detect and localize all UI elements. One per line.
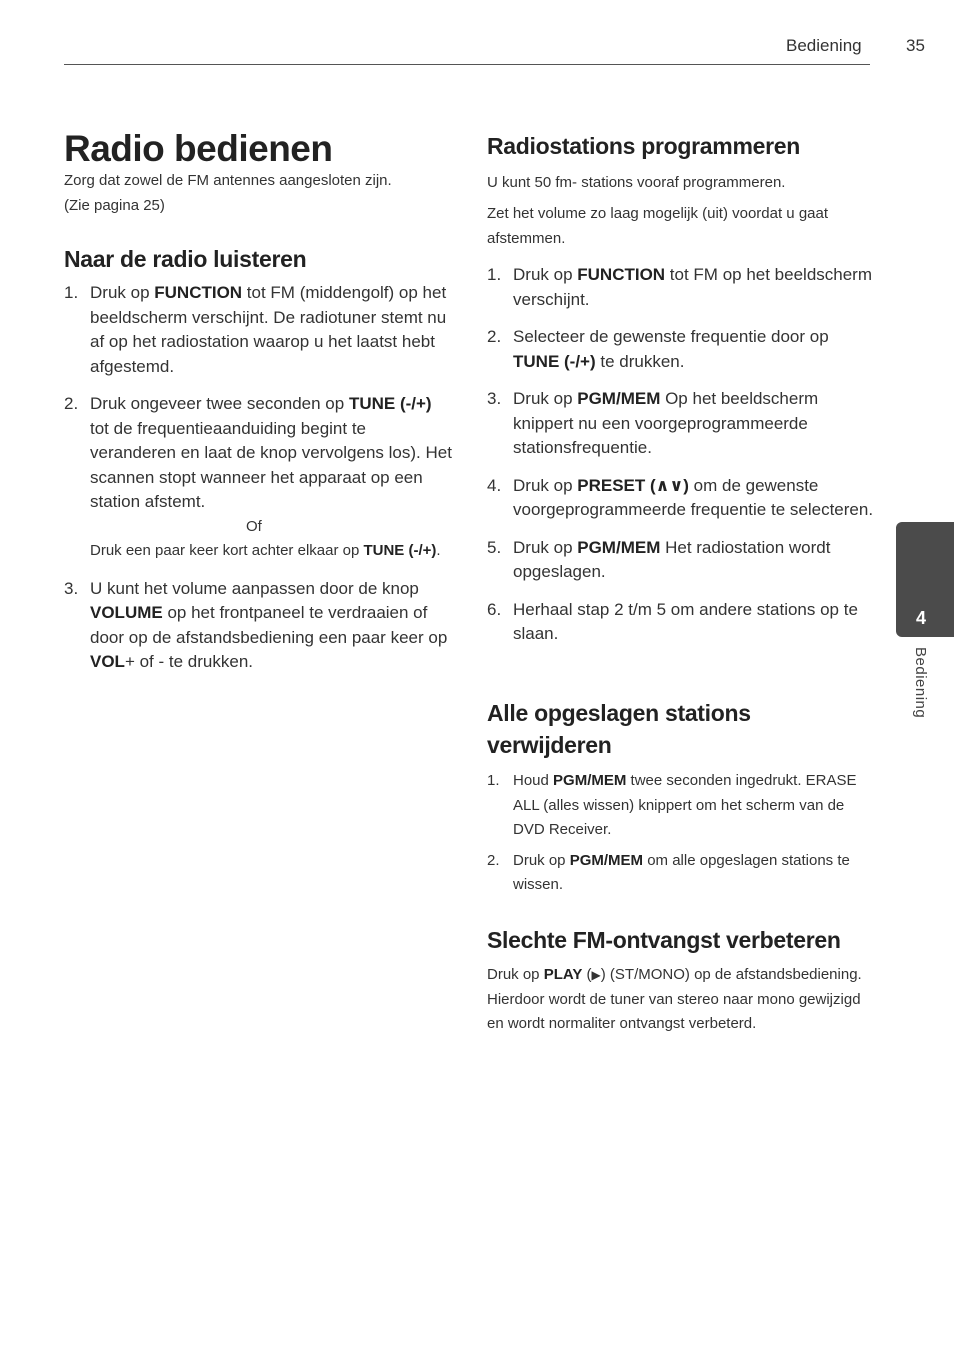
key-volume: VOLUME — [90, 603, 163, 622]
page-number: 35 — [906, 36, 925, 55]
step-number: 3. — [487, 389, 502, 408]
step-number: 2. — [487, 851, 500, 869]
list-item: 3. U kunt het volume aanpassen door de knop VOLUME op het frontpaneel te verdraaien of door op de afstandsbediening een paar keer op VOL+ of - te drukken. — [64, 578, 448, 671]
step-number: 3. — [64, 578, 79, 598]
step-number: 2. — [487, 327, 502, 346]
list-item: 2. Selecteer de gewenste frequentie door op TUNE (-/+) te drukken. — [487, 327, 829, 371]
key-preset: PRESET (∧∨) — [577, 475, 689, 495]
list-item: 1. Druk op FUNCTION tot FM (middengolf) op het beeldscherm verschijnt. De radiotuner stemt nu af op het radiostation waarop u het laatst hebt afgestemd. — [64, 283, 447, 376]
heading-delete: Alle opgeslagen stations verwijderen — [487, 700, 751, 758]
step-number: 1. — [487, 265, 502, 284]
list-item: 2. Druk ongeveer twee seconden op TUNE (-/+) tot de frequentieaanduiding begint te veranderen en laat de knop vervolgens los). Het scannen stopt wanneer het apparaat op een station afstemt. Of Druk een paar keer kort achter elkaar op TUNE (-/+). — [64, 392, 452, 564]
key-tune: TUNE (-/+) — [513, 351, 596, 371]
intro-line-2: (Zie pagina 25) — [64, 196, 165, 214]
step-number: 4. — [487, 475, 502, 495]
heading-program: Radiostations programmeren — [487, 133, 800, 159]
list-item: 2. Druk op PGM/MEM om alle opgeslagen stations te wissen. — [487, 849, 875, 898]
key-play: PLAY — [543, 966, 583, 983]
list-item: 4. Druk op PRESET (∧∨) om de gewenste voorgeprogrammeerde frequentie te selecteren. — [487, 475, 874, 519]
list-item: 1. Houd PGM/MEM twee seconden ingedrukt. ERASE ALL (alles wissen) knippert om het scherm van de DVD Receiver. — [487, 769, 875, 843]
intro-text — [64, 169, 452, 218]
step-number: 2. — [64, 394, 79, 413]
program-steps — [487, 263, 875, 647]
heading-listen: Naar de radio luisteren — [64, 246, 307, 272]
step-number: 1. — [64, 283, 79, 302]
key-vol: VOL — [90, 652, 125, 671]
program-note-1: U kunt 50 fm- stations vooraf programmeren. — [487, 174, 786, 191]
or-separator: Of — [246, 517, 262, 535]
step-number: 1. — [487, 772, 500, 789]
list-item: 6. Herhaal stap 2 t/m 5 om andere stations op te slaan. — [487, 599, 858, 643]
key-pgm-mem: PGM/MEM — [569, 851, 644, 869]
key-pgm-mem: PGM/MEM — [577, 537, 661, 557]
page-title: Radio bedienen — [64, 128, 333, 169]
key-tune: TUNE (-/+) — [348, 394, 432, 413]
key-pgm-mem: PGM/MEM — [577, 389, 661, 408]
heading-improve: Slechte FM-ontvangst verbeteren — [487, 927, 841, 953]
key-function: FUNCTION — [154, 283, 243, 302]
key-tune: TUNE (-/+) — [363, 542, 437, 559]
chapter-number: 4 — [915, 608, 926, 628]
listen-steps — [64, 281, 452, 675]
list-item: 5. Druk op PGM/MEM Het radiostation wordt opgeslagen. — [487, 537, 831, 581]
list-item: 1. Druk op FUNCTION tot FM op het beeldscherm verschijnt. — [487, 265, 873, 309]
improve-text: Druk op PLAY (▶) (ST/MONO) op de afstandsbediening. Hierdoor wordt de tuner van stereo naar mono gewijzigd en wordt normaliter ontvangst verbeterd. — [487, 966, 862, 1032]
program-note-2: Zet het volume zo laag mogelijk (uit) voordat u gaat afstemmen. — [487, 205, 829, 247]
alternative-instruction: Druk een paar keer kort achter elkaar op TUNE (-/+). — [90, 542, 441, 559]
running-header-section: Bediening — [786, 36, 862, 55]
header-divider — [64, 64, 870, 65]
delete-steps — [487, 769, 875, 898]
step-number: 5. — [487, 537, 502, 557]
play-icon: ▶ — [591, 968, 601, 982]
key-pgm-mem: PGM/MEM — [553, 772, 627, 789]
step-number: 6. — [487, 599, 502, 619]
list-item: 3. Druk op PGM/MEM Op het beeldscherm knippert nu een voorgeprogrammeerde stationsfrequentie. — [487, 389, 819, 457]
intro-line-1: Zorg dat zowel de FM antennes aangesloten zijn. — [64, 172, 392, 189]
chapter-label: Bediening — [912, 647, 929, 719]
chapter-tab — [896, 522, 954, 637]
key-function: FUNCTION — [577, 265, 666, 284]
